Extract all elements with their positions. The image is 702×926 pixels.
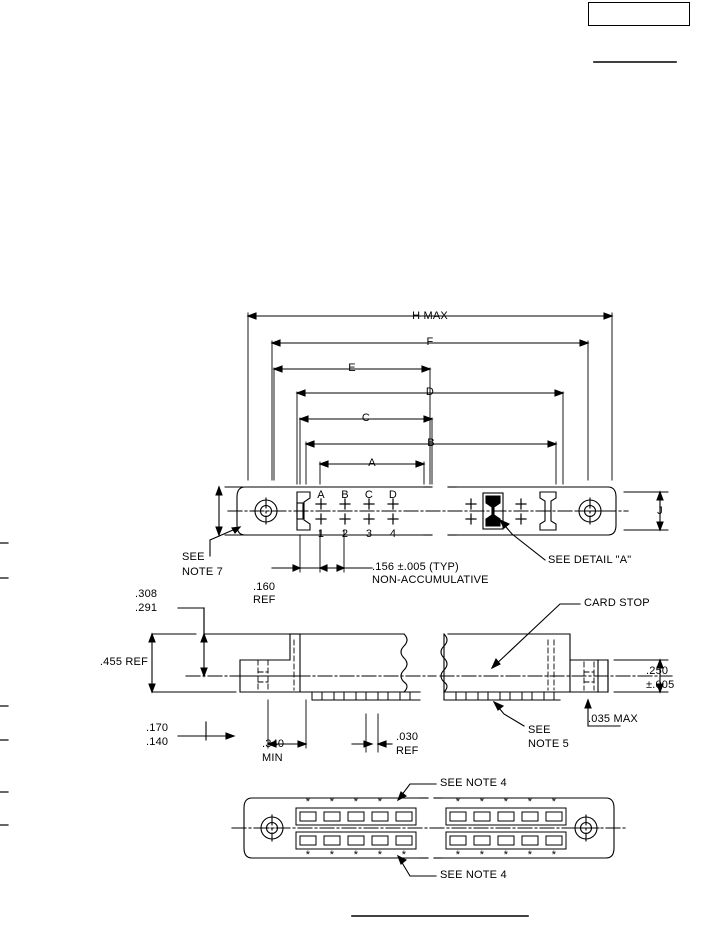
contact-letter-d: D — [388, 489, 398, 501]
dim-label-h-max: H MAX — [412, 310, 448, 322]
note-4-top: SEE NOTE 4 — [440, 777, 507, 789]
pitch-note-line-2: NON-ACCUMULATIVE — [372, 574, 489, 586]
pad-asterisk: * — [377, 849, 383, 861]
pad-asterisk: * — [503, 796, 509, 808]
pad-asterisk: * — [353, 849, 359, 861]
pad-asterisk: * — [305, 796, 311, 808]
pad-asterisk: * — [305, 849, 311, 861]
pad-asterisk: * — [329, 796, 335, 808]
dim-250-line-1: .250 — [646, 665, 669, 677]
note-5-line-1: SEE — [528, 724, 551, 736]
dim-340-line-1: .340 — [262, 738, 285, 750]
card-stop-label: CARD STOP — [584, 597, 650, 609]
dim-label-f: F — [426, 336, 434, 348]
dim-160-ref-line-2: REF — [253, 594, 276, 606]
note-4-bottom: SEE NOTE 4 — [440, 869, 507, 881]
note-7-line-1: SEE — [182, 551, 205, 563]
pad-asterisk: * — [479, 796, 485, 808]
detail-a-callout: SEE DETAIL "A" — [548, 554, 632, 566]
pad-asterisk: * — [527, 796, 533, 808]
dim-308: .308 — [135, 588, 158, 600]
dim-291: .291 — [135, 602, 158, 614]
dim-170: .170 — [146, 722, 169, 734]
pad-asterisk: * — [479, 849, 485, 861]
dim-140: .140 — [146, 736, 169, 748]
pad-asterisk: * — [401, 849, 407, 861]
contact-number-4: 4 — [389, 528, 397, 540]
dim-label-d: D — [425, 386, 435, 398]
pad-asterisk: * — [455, 796, 461, 808]
contact-number-1: 1 — [317, 528, 325, 540]
dim-160-ref-line-1: .160 — [253, 581, 276, 593]
dim-label-b: B — [427, 437, 435, 449]
dim-340-line-2: MIN — [262, 752, 283, 764]
pitch-note-line-1: .156 ±.005 (TYP) — [372, 561, 459, 573]
note-5-line-2: NOTE 5 — [528, 738, 569, 750]
pad-asterisk: * — [329, 849, 335, 861]
dim-030-line-2: REF — [396, 745, 419, 757]
contact-number-3: 3 — [365, 528, 373, 540]
pad-asterisk: * — [527, 849, 533, 861]
dim-label-j: J — [657, 505, 663, 517]
dim-label-c: C — [361, 412, 371, 424]
contact-letter-c: C — [364, 489, 374, 501]
contact-number-2: 2 — [341, 528, 349, 540]
dim-030-line-1: .030 — [396, 731, 419, 743]
pad-asterisk: * — [353, 796, 359, 808]
dim-035-max: .035 MAX — [588, 713, 638, 725]
dim-label-a: A — [368, 457, 376, 469]
pad-asterisk: * — [455, 849, 461, 861]
pad-asterisk: * — [377, 796, 383, 808]
dim-label-e: E — [348, 362, 356, 374]
note-7-line-2: NOTE 7 — [182, 566, 223, 578]
dim-455-ref: .455 REF — [99, 656, 148, 668]
contact-letter-a: A — [317, 489, 325, 501]
dim-250-line-2: ±.005 — [646, 679, 675, 691]
pad-asterisk: * — [551, 796, 557, 808]
pad-asterisk: * — [503, 849, 509, 861]
pad-asterisk: * — [551, 849, 557, 861]
contact-letter-b: B — [341, 489, 349, 501]
